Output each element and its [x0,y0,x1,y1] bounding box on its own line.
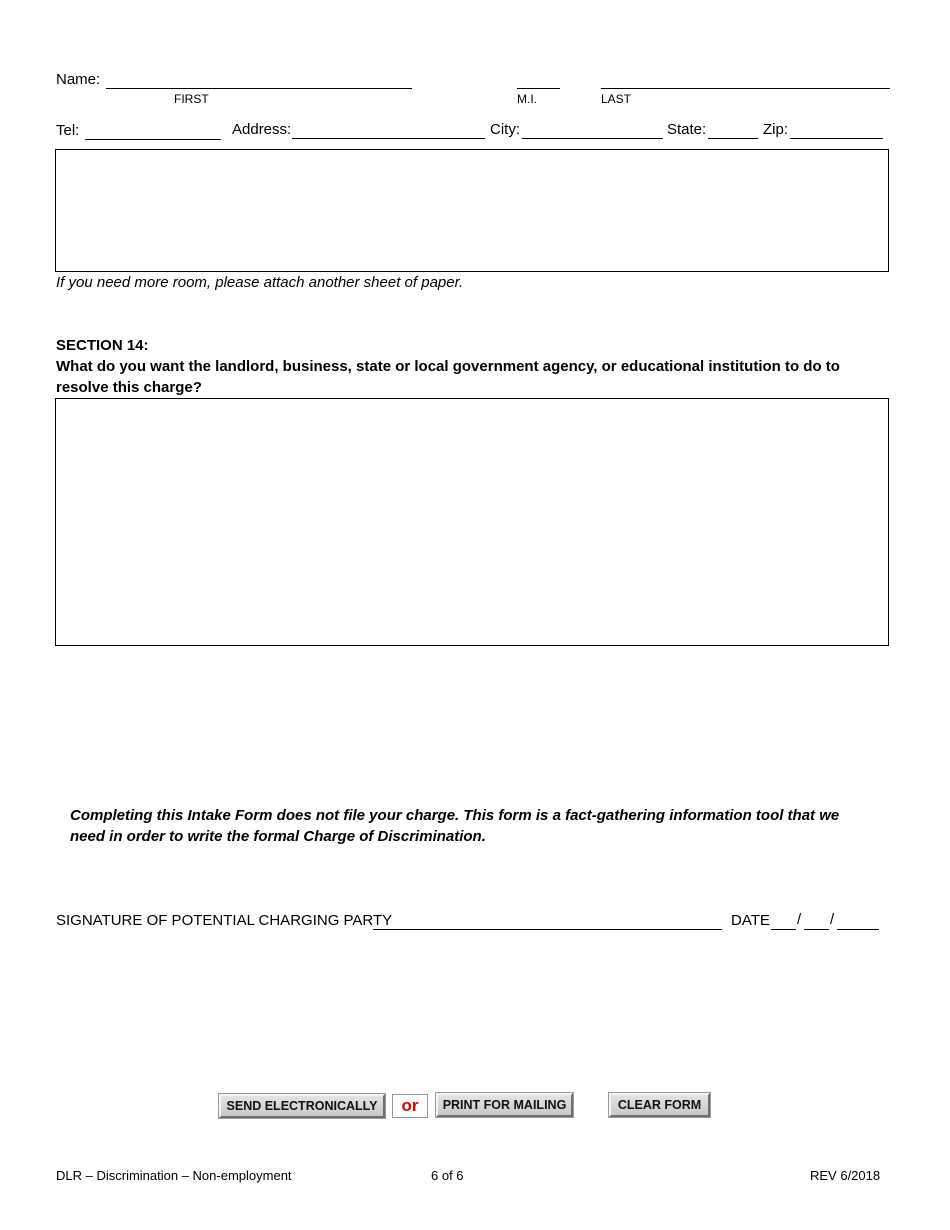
disclaimer-line1: Completing this Intake Form does not file your charge. This form is a fact-gathering information tool that we [70,807,840,824]
signature-field[interactable] [373,915,722,930]
section-14-heading: SECTION 14: [56,337,149,354]
clear-form-button[interactable]: CLEAR FORM [609,1093,710,1117]
last-caption: LAST [601,92,632,106]
middle-initial-field[interactable] [517,74,560,89]
address-label: Address: [232,121,292,138]
print-for-mailing-button[interactable]: PRINT FOR MAILING [436,1093,573,1117]
footer-form-title: DLR – Discrimination – Non-employment [56,1168,292,1183]
footer-page-number: 6 of 6 [431,1168,464,1183]
tel-field[interactable] [85,125,221,140]
date-day-field[interactable] [804,915,829,930]
date-separator-1: / [797,911,802,928]
date-year-field[interactable] [837,915,879,930]
date-month-field[interactable] [771,915,796,930]
signature-label: SIGNATURE OF POTENTIAL CHARGING PARTY [56,912,393,929]
section-14-question-line1: What do you want the landlord, business, state or local government agency, or educational institution to do to [56,358,840,375]
footer-revision: REV 6/2018 [810,1168,881,1183]
zip-label: Zip: [763,121,789,138]
address-field[interactable] [292,124,485,139]
date-separator-2: / [830,911,835,928]
state-label: State: [667,121,707,138]
mi-caption: M.I. [517,92,537,106]
last-name-field[interactable] [601,74,890,89]
city-field[interactable] [522,124,663,139]
date-label: DATE [731,912,770,929]
state-field[interactable] [708,124,758,139]
name-label: Name: [56,71,101,88]
disclaimer-line2: need in order to write the formal Charge of Discrimination. [70,828,486,845]
first-caption: FIRST [174,92,209,106]
previous-section-textarea[interactable] [55,149,889,272]
zip-field[interactable] [790,124,883,139]
send-electronically-button[interactable]: SEND ELECTRONICALLY [219,1094,385,1118]
city-label: City: [490,121,520,138]
more-room-note: If you need more room, please attach another sheet of paper. [56,274,464,291]
tel-label: Tel: [56,122,80,139]
section-14-textarea[interactable] [55,398,889,646]
first-name-field[interactable] [106,74,412,89]
section-14-question-line2: resolve this charge? [56,379,202,396]
or-separator: or [392,1094,428,1118]
